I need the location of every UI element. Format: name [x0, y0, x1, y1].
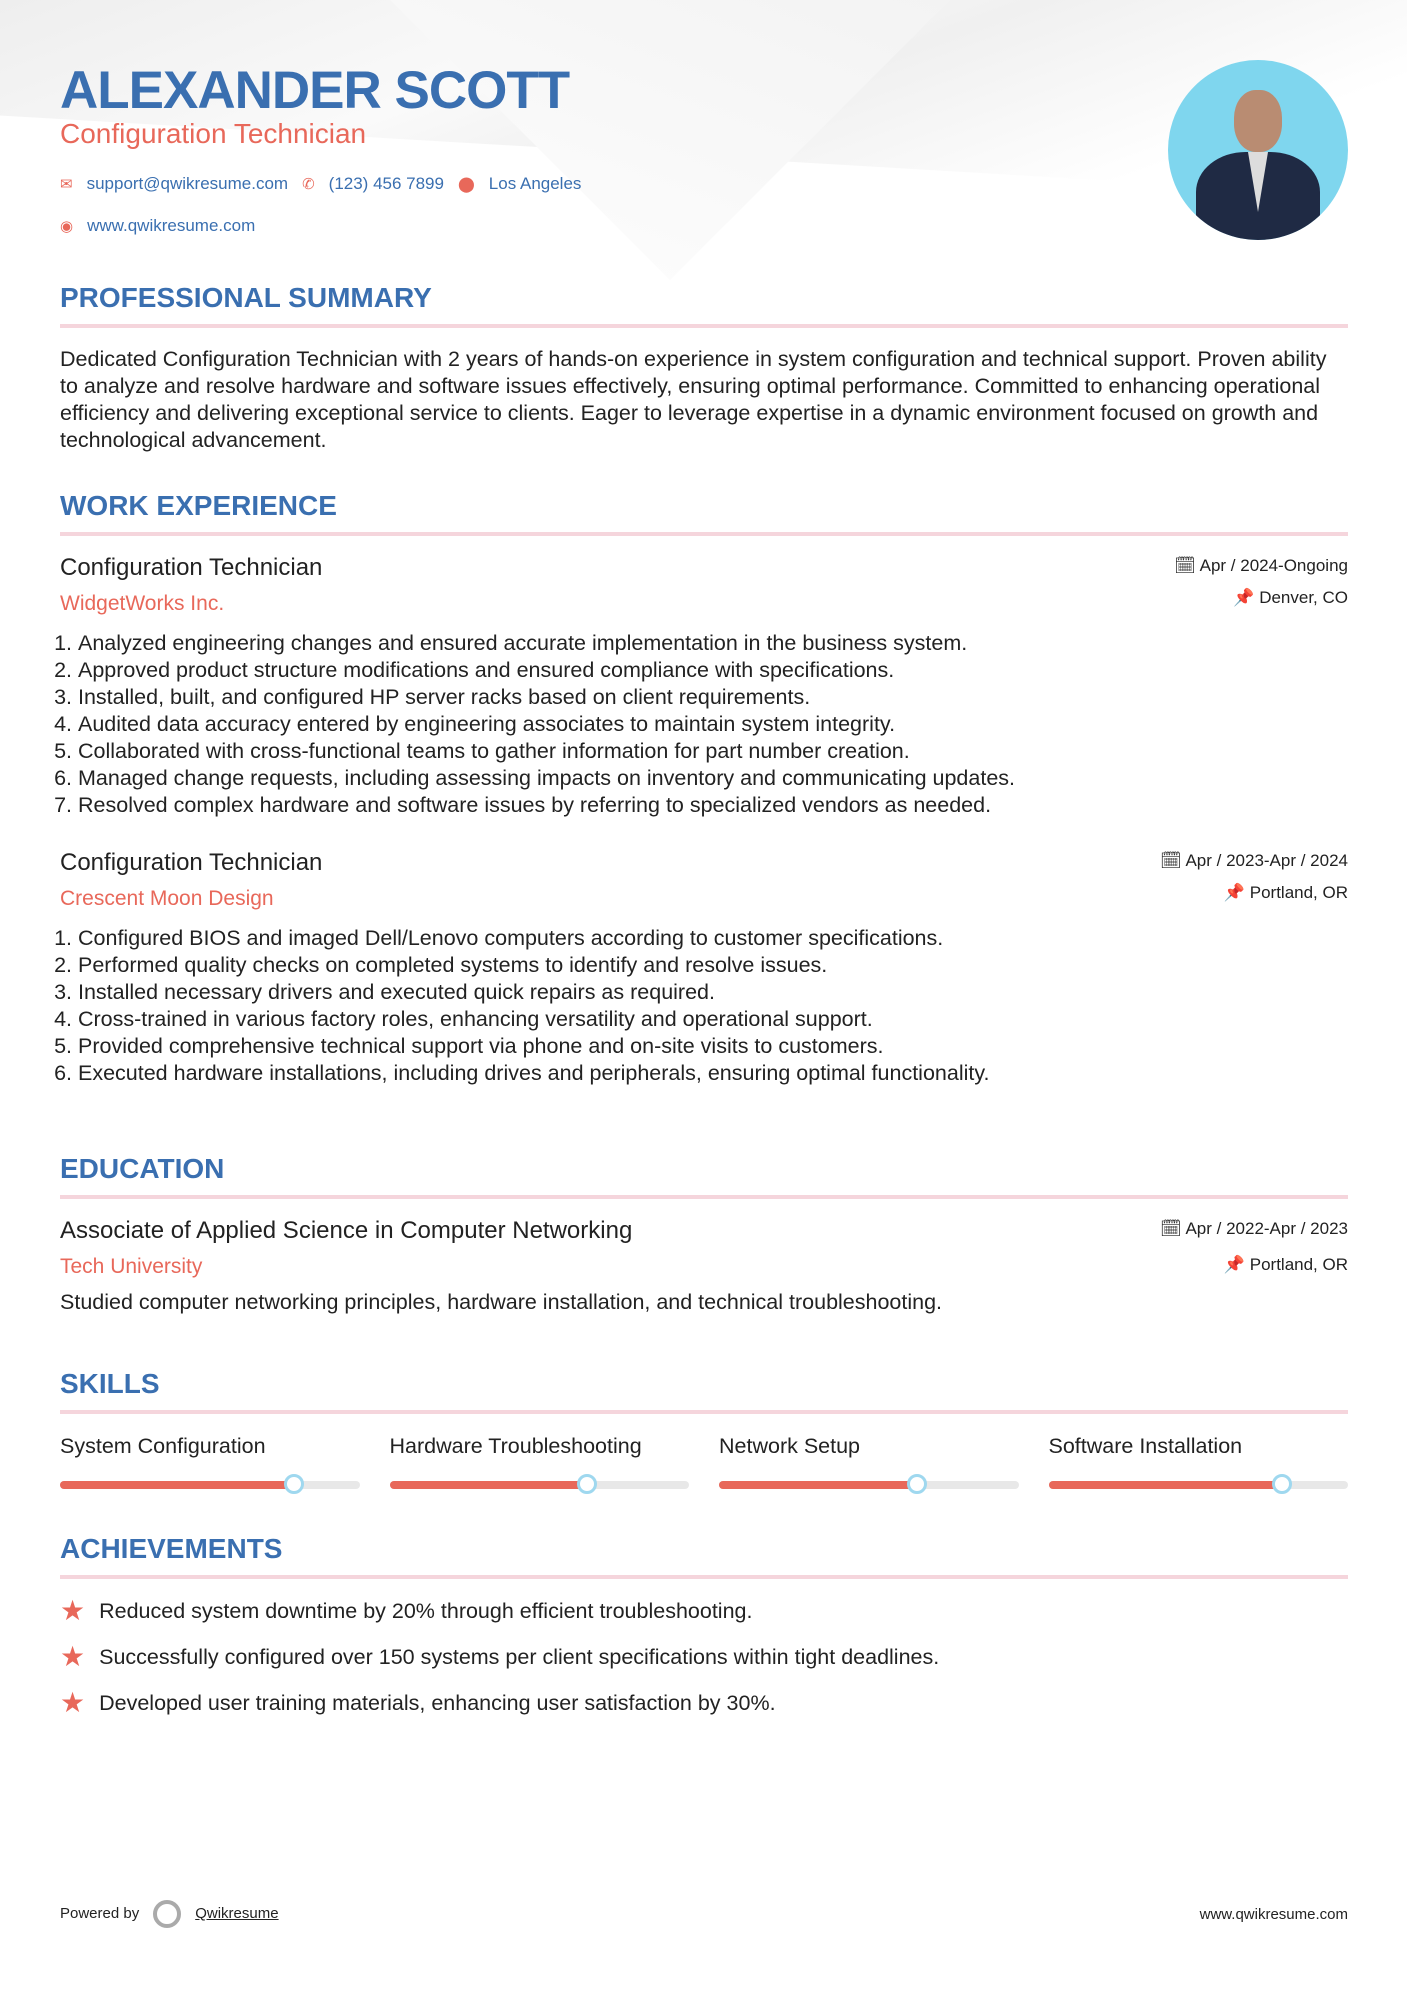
skill-level-knob — [284, 1474, 304, 1494]
education-description: Studied computer networking principles, hardware installation, and technical troubleshooting. — [60, 1290, 943, 1314]
list-item: 1. Analyzed engineering changes and ensured accurate implementation in the business system. — [78, 630, 1348, 657]
responsibilities-list — [60, 630, 1348, 819]
section-heading: SKILLS — [60, 1368, 1348, 1414]
skill-level-bar — [60, 1481, 360, 1489]
degree-title: Associate of Applied Science in Computer Networking — [60, 1217, 633, 1244]
section-heading: ACHIEVEMENTS — [60, 1533, 1348, 1579]
education-dates: 🗓 Apr / 2022-Apr / 2023 — [1160, 1219, 1348, 1238]
skill-level-knob — [1272, 1474, 1292, 1494]
skill-level-knob — [577, 1474, 597, 1494]
list-item: 7. Resolved complex hardware and software issues by referring to specialized vendors as needed. — [78, 792, 1348, 819]
contact-row — [60, 174, 581, 194]
job-entry — [60, 554, 1348, 819]
globe-icon: ◉ — [60, 218, 74, 235]
achievement-text: Successfully configured over 150 systems per client specifications within tight deadlines. — [99, 1644, 940, 1669]
footer-site[interactable]: www.qwikresume.com — [1199, 1905, 1348, 1923]
skill-name: Hardware Troubleshooting — [389, 1434, 642, 1458]
job-entry — [60, 849, 1348, 1087]
skill-level-bar — [719, 1481, 1019, 1489]
school-name: Tech University — [60, 1255, 203, 1278]
job-title: Configuration Technician — [60, 849, 323, 876]
list-item: 6. Executed hardware installations, including drives and peripherals, ensuring optimal functionality. — [78, 1060, 1348, 1087]
job-location: 📌 Denver, CO — [1233, 588, 1348, 607]
skills-section — [60, 1368, 1348, 1489]
powered-by-label: Powered by — [60, 1904, 140, 1922]
list-item: 5. Collaborated with cross-functional teams to gather information for part number creation. — [78, 738, 1348, 765]
email-icon: ✉ — [60, 176, 73, 193]
job-location: 📌 Portland, OR — [1223, 883, 1348, 902]
list-item: 2. Performed quality checks on completed systems to identify and resolve issues. — [78, 952, 1348, 979]
section-heading: EDUCATION — [60, 1153, 1348, 1199]
candidate-title: Configuration Technician — [60, 118, 367, 149]
skill-name: Network Setup — [719, 1434, 861, 1458]
list-item: 3. Installed necessary drivers and executed quick repairs as required. — [78, 979, 1348, 1006]
education-location: 📌 Portland, OR — [1223, 1255, 1348, 1274]
qwikresume-logo-icon — [153, 1900, 181, 1928]
skill-name: System Configuration — [60, 1434, 266, 1458]
responsibilities-list — [60, 925, 1348, 1087]
summary-section — [60, 282, 1348, 454]
skill-level-bar — [1049, 1481, 1349, 1489]
experience-section — [60, 490, 1348, 1087]
candidate-name: ALEXANDER SCOTT — [60, 61, 570, 120]
skill-item — [719, 1434, 1019, 1489]
list-item: 4. Audited data accuracy entered by engineering associates to maintain system integrity. — [78, 711, 1348, 738]
skill-item — [60, 1434, 360, 1489]
achievements-section — [60, 1533, 1348, 1717]
footer — [60, 1900, 1348, 1928]
list-item: 3. Installed, built, and configured HP server racks based on client requirements. — [78, 684, 1348, 711]
location-pin-icon: ⬤ — [457, 176, 475, 193]
list-item: 4. Cross-trained in various factory roles, enhancing versatility and operational support. — [78, 1006, 1348, 1033]
section-heading: PROFESSIONAL SUMMARY — [60, 282, 1348, 328]
achievement-item — [60, 1643, 1348, 1671]
skill-item — [390, 1434, 690, 1489]
list-item: 2. Approved product structure modifications and ensured compliance with specifications. — [78, 657, 1348, 684]
achievement-text: Reduced system downtime by 20% through efficient troubleshooting. — [99, 1598, 753, 1623]
education-section — [60, 1153, 1348, 1316]
job-title: Configuration Technician — [60, 554, 323, 581]
list-item: 1. Configured BIOS and imaged Dell/Lenovo computers according to customer specifications. — [78, 925, 1348, 952]
star-icon: ★ — [60, 1687, 86, 1718]
list-item: 5. Provided comprehensive technical support via phone and on-site visits to customers. — [78, 1033, 1348, 1060]
achievement-text: Developed user training materials, enhancing user satisfaction by 30%. — [99, 1690, 776, 1715]
list-item: 6. Managed change requests, including assessing impacts on inventory and communicating updates. — [78, 765, 1348, 792]
skill-level-bar — [390, 1481, 690, 1489]
skill-item — [1049, 1434, 1349, 1489]
profile-photo — [1168, 60, 1348, 240]
star-icon: ★ — [60, 1641, 86, 1672]
phone-icon: ✆ — [302, 176, 315, 193]
website-link[interactable]: www.qwikresume.com — [87, 216, 256, 235]
summary-text: Dedicated Configuration Technician with 2 years of hands-on experience in system configuration and technical support. Proven ability to analyze and resolve hardware and software issues effectively, ensuring optimal performance. Committed to enhancing operational efficiency and delivering exceptional service to clients. Eager to leverage expertise in a dynamic environment focused on growth and technological advancement. — [60, 347, 1327, 452]
achievement-item — [60, 1597, 1348, 1625]
email-link[interactable]: support@qwikresume.com — [86, 174, 289, 193]
phone-text: (123) 456 7899 — [328, 174, 444, 193]
achievement-item — [60, 1689, 1348, 1717]
skill-level-knob — [907, 1474, 927, 1494]
company-name: Crescent Moon Design — [60, 887, 274, 910]
job-dates: 🗓 Apr / 2023-Apr / 2024 — [1160, 851, 1348, 870]
section-heading: WORK EXPERIENCE — [60, 490, 1348, 536]
location-text: Los Angeles — [488, 174, 582, 193]
website-row — [60, 216, 255, 236]
skill-name: Software Installation — [1048, 1434, 1243, 1458]
brand-link[interactable]: Qwikresume — [195, 1904, 279, 1922]
star-icon: ★ — [60, 1595, 86, 1626]
job-dates: 🗓 Apr / 2024-Ongoing — [1174, 556, 1348, 575]
company-name: WidgetWorks Inc. — [60, 592, 225, 615]
